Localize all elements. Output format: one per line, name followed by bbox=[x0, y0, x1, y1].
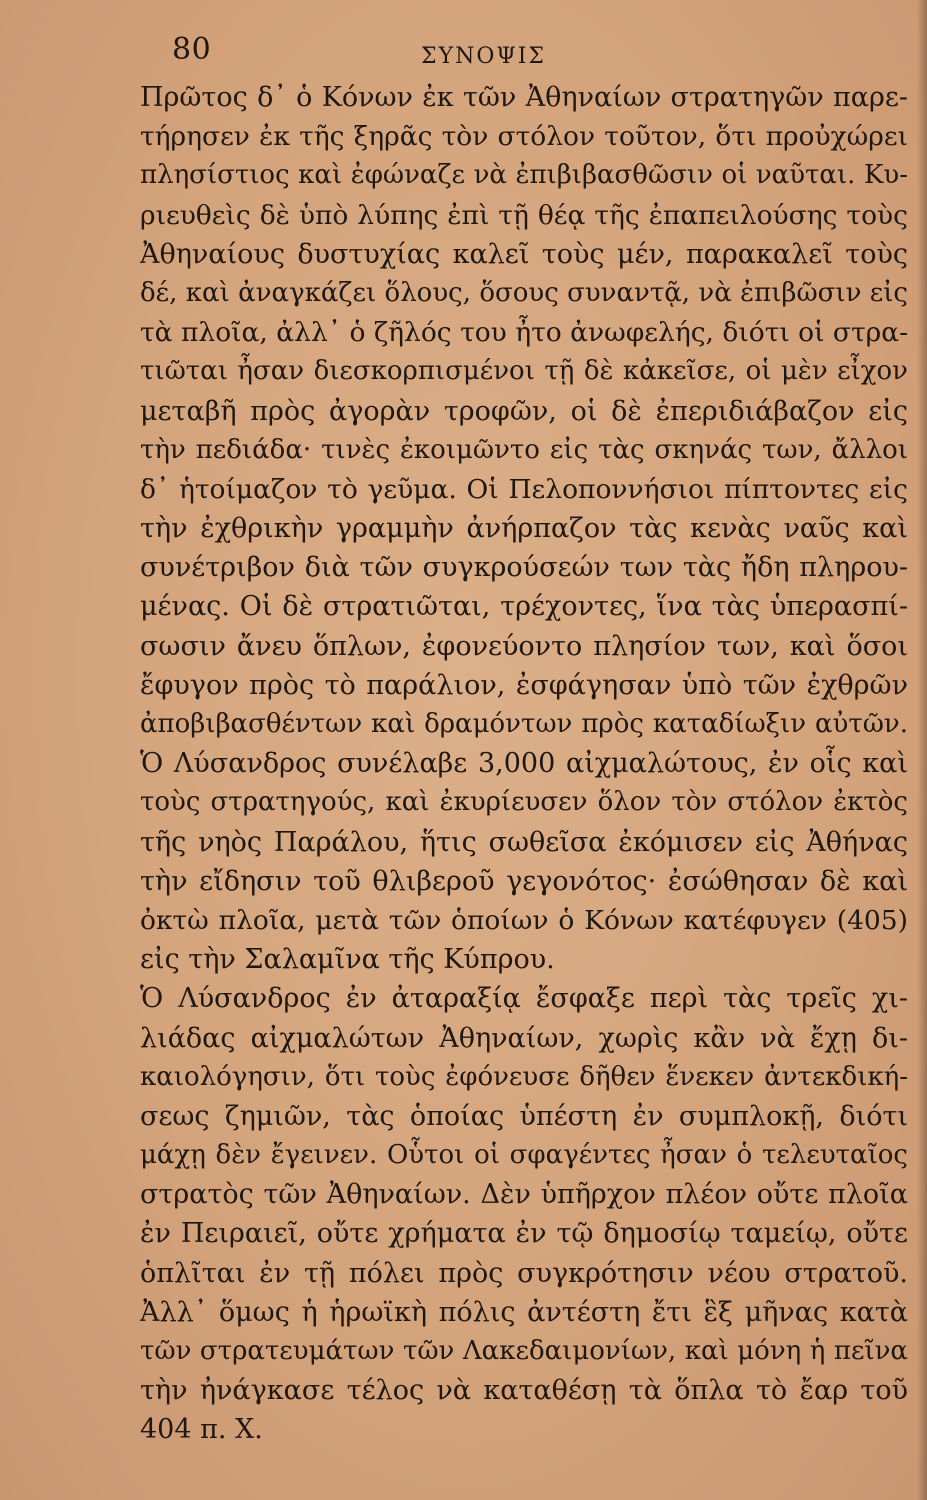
text-line: μεταβῆ πρὸς ἀγορὰν τροφῶν, οἱ δὲ ἐπεριδιάβαζον εἰς bbox=[140, 395, 908, 427]
text-line: τὴν ἐχθρικὴν γραμμὴν ἀνήρπαζον τὰς κενὰς ναῦς καὶ bbox=[140, 513, 908, 545]
page-header bbox=[0, 30, 927, 80]
body-text bbox=[140, 78, 908, 1450]
page-edge-shadow bbox=[917, 0, 927, 1500]
text-line: ἔφυγον πρὸς τὸ παράλιον, ἐσφάγησαν ὑπὸ τῶν ἐχθρῶν bbox=[140, 669, 908, 701]
text-line: καιολόγησιν, ὅτι τοὺς ἐφόνευσε δῆθεν ἕνεκεν ἀντεκδική- bbox=[140, 1061, 908, 1092]
text-line: Ὁ Λύσανδρος ἐν ἀταραξίᾳ ἔσφαξε περὶ τὰς τρεῖς χι- bbox=[140, 983, 908, 1015]
text-line: 404 π. Χ. bbox=[140, 1414, 263, 1446]
text-line: τὴν ἠνάγκασε τέλος νὰ καταθέσῃ τὰ ὅπλα τὸ ἔαρ τοῦ bbox=[140, 1375, 908, 1407]
text-line: μάχῃ δὲν ἔγεινεν. Οὗτοι οἱ σφαγέντες ἦσαν ὁ τελευταῖος bbox=[140, 1140, 908, 1171]
text-line: ἐν Πειραιεῖ, οὔτε χρήματα ἐν τῷ δημοσίῳ ταμείῳ, οὔτε bbox=[140, 1218, 908, 1250]
text-line: δ᾽ ἡτοίμαζον τὸ γεῦμα. Οἱ Πελοποννήσιοι πίπτοντες εἰς bbox=[140, 473, 908, 505]
text-line: μένας. Οἱ δὲ στρατιῶται, τρέχοντες, ἵνα τὰς ὑπερασπί- bbox=[140, 591, 908, 623]
text-line: Πρῶτος δ᾽ ὁ Κόνων ἐκ τῶν Ἀθηναίων στρατηγῶν παρε- bbox=[140, 82, 908, 113]
text-line: δέ, καὶ ἀναγκάζει ὅλους, ὅσους συναντᾷ, νὰ ἐπιβῶσιν εἰς bbox=[140, 277, 908, 308]
text-line: ἀποβιβασθέντων καὶ δραμόντων πρὸς καταδίωξιν αὐτῶν. bbox=[140, 709, 908, 739]
text-line: τῆς νηὸς Παράλου, ἥτις σωθεῖσα ἐκόμισεν εἰς Ἀθήνας bbox=[140, 826, 908, 858]
text-line: Ἀθηναίους δυστυχίας καλεῖ τοὺς μέν, παρακαλεῖ τοὺς bbox=[140, 238, 908, 270]
text-line: τὴν πεδιάδα· τινὲς ἐκοιμῶντο εἰς τὰς σκηνάς των, ἄλλοι bbox=[140, 434, 908, 465]
text-line: τήρησεν ἐκ τῆς ξηρᾶς τὸν στόλον τοῦτον, ὅτι προὐχώρει bbox=[140, 121, 908, 153]
text-line: Ὁ Λύσανδρος συνέλαβε 3,000 αἰχμαλώτους, ἐν οἷς καὶ bbox=[140, 748, 908, 780]
text-line: σεως ζημιῶν, τὰς ὁποίας ὑπέστη ἐν συμπλοκῇ, διότι bbox=[140, 1100, 908, 1132]
text-line: ριευθεὶς δὲ ὑπὸ λύπης ἐπὶ τῇ θέᾳ τῆς ἐπαπειλούσης τοὺς bbox=[140, 199, 908, 231]
text-line: στρατὸς τῶν Ἀθηναίων. Δὲν ὑπῆρχον πλέον οὔτε πλοῖα bbox=[140, 1179, 908, 1211]
text-line: συνέτριβον διὰ τῶν συγκρούσεών των τὰς ἤδη πληρου- bbox=[140, 552, 908, 584]
text-line: εἰς τὴν Σαλαμῖνα τῆς Κύπρου. bbox=[140, 944, 555, 976]
page-number: 80 bbox=[172, 32, 212, 67]
text-line: τοὺς στρατηγούς, καὶ ἐκυρίευσεν ὅλον τὸν στόλον ἐκτὸς bbox=[140, 787, 908, 818]
text-line: Ἀλλ᾽ ὅμως ἡ ἡρωϊκὴ πόλις ἀντέστη ἔτι ἓξ μῆνας κατὰ bbox=[140, 1296, 908, 1328]
text-line: τὴν εἴδησιν τοῦ θλιβεροῦ γεγονότος· ἐσώθησαν δὲ καὶ bbox=[140, 865, 908, 897]
text-line: ὁπλῖται ἐν τῇ πόλει πρὸς συγκρότησιν νέου στρατοῦ. bbox=[140, 1257, 908, 1289]
text-line: τῶν στρατευμάτων τῶν Λακεδαιμονίων, καὶ μόνη ἡ πεῖνα bbox=[140, 1336, 908, 1366]
text-line: τιῶται ἦσαν διεσκορπισμένοι τῇ δὲ κἀκεῖσε, οἱ μὲν εἶχον bbox=[140, 356, 908, 387]
text-line: πλησίστιος καὶ ἐφώναζε νὰ ἐπιβιβασθῶσιν οἱ ναῦται. Κυ- bbox=[140, 160, 908, 191]
text-line: ὀκτὼ πλοῖα, μετὰ τῶν ὁποίων ὁ Κόνων κατέφυγεν (405) bbox=[140, 904, 908, 936]
text-line: λιάδας αἰχμαλώτων Ἀθηναίων, χωρὶς κἂν νὰ ἔχῃ δι- bbox=[140, 1022, 908, 1054]
text-line: σωσιν ἄνευ ὅπλων, ἐφονεύοντο πλησίον των, καὶ ὅσοι bbox=[140, 630, 908, 662]
running-title: ΣΥΝΟΨΙΣ bbox=[421, 44, 546, 69]
text-line: τὰ πλοῖα, ἀλλ᾽ ὁ ζῆλός του ἦτο ἀνωφελής, διότι οἱ στρα- bbox=[140, 317, 908, 349]
